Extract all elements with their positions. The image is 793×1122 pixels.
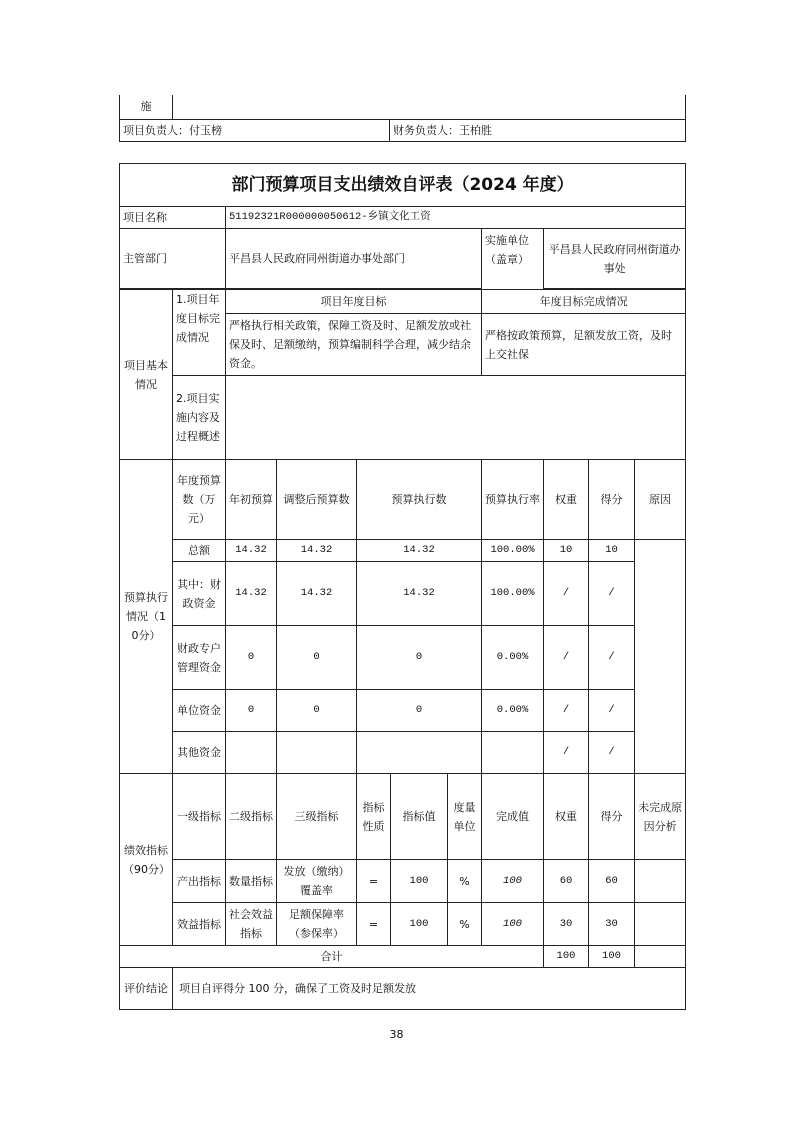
goal-header: 项目年度目标 <box>226 290 482 314</box>
project-name-label: 项目名称 <box>120 207 226 229</box>
total-label: 合计 <box>120 946 544 968</box>
budget-executed: 14.32 <box>357 562 482 626</box>
perf-l2: 数量指标 <box>226 860 277 903</box>
budget-executed <box>357 732 482 774</box>
budget-adjusted: 14.32 <box>277 540 357 562</box>
budget-score: / <box>589 690 635 732</box>
perf-header: 度量单位 <box>448 774 482 860</box>
perf-l3: 发放（缴纳）覆盖率 <box>277 860 357 903</box>
budget-weight: 10 <box>544 540 589 562</box>
perf-unit: % <box>448 860 482 903</box>
budget-executed: 0 <box>357 626 482 690</box>
dept-value: 平昌县人民政府同州街道办事处部门 <box>226 229 482 289</box>
budget-header: 预算执行率 <box>482 460 544 540</box>
goal-label: 1.项目年度目标完成情况 <box>173 290 226 376</box>
budget-weight: / <box>544 732 589 774</box>
previous-table-fragment <box>119 95 686 142</box>
project-lead: 项目负责人：付玉榜 <box>120 119 390 141</box>
perf-score: 30 <box>589 903 635 946</box>
budget-score: / <box>589 626 635 690</box>
perf-weight: 30 <box>544 903 589 946</box>
budget-initial <box>226 732 277 774</box>
total-score: 100 <box>589 946 635 968</box>
budget-header: 原因 <box>635 460 686 540</box>
impl-text <box>226 376 686 460</box>
self-evaluation-table <box>119 163 686 1010</box>
budget-initial: 14.32 <box>226 562 277 626</box>
budget-weight: / <box>544 562 589 626</box>
perf-reason <box>635 860 686 903</box>
perf-header: 一级指标 <box>173 774 226 860</box>
conclusion-text: 项目自评得分 100 分，确保了工资及时足额发放 <box>173 968 686 1010</box>
budget-header: 权重 <box>544 460 589 540</box>
budget-initial: 0 <box>226 690 277 732</box>
impl-unit-label: 实施单位（盖章） <box>482 229 544 290</box>
perf-l1: 效益指标 <box>173 903 226 946</box>
budget-adjusted: 0 <box>277 690 357 732</box>
perf-nature: = <box>357 903 391 946</box>
budget-adjusted: 0 <box>277 626 357 690</box>
form-title: 部门预算项目支出绩效自评表（2024 年度） <box>120 164 686 207</box>
budget-executed: 0 <box>357 690 482 732</box>
completion-header: 年度目标完成情况 <box>482 290 686 314</box>
perf-score: 60 <box>589 860 635 903</box>
perf-row <box>120 860 686 903</box>
impl-label: 2.项目实施内容及过程概述 <box>173 376 226 460</box>
perf-weight: 60 <box>544 860 589 903</box>
perf-header: 权重 <box>544 774 589 860</box>
perf-section-label: 绩效指标（90分） <box>120 774 173 946</box>
perf-l3: 足额保障率（参保率） <box>277 903 357 946</box>
budget-row <box>120 562 686 626</box>
budget-row-name: 其他资金 <box>173 732 226 774</box>
budget-row-name: 其中：财政资金 <box>173 562 226 626</box>
finance-lead: 财务负责人：王柏胜 <box>390 119 686 141</box>
budget-rate: 0.00% <box>482 626 544 690</box>
budget-row <box>120 690 686 732</box>
budget-rate: 100.00% <box>482 540 544 562</box>
perf-nature: = <box>357 860 391 903</box>
budget-row-name: 财政专户管理资金 <box>173 626 226 690</box>
perf-l2: 社会效益指标 <box>226 903 277 946</box>
budget-rate: 100.00% <box>482 562 544 626</box>
perf-actual: 100 <box>482 860 544 903</box>
fragment-empty-cell <box>173 95 686 119</box>
budget-row <box>120 732 686 774</box>
basic-info-label: 项目基本情况 <box>120 290 173 460</box>
budget-score: / <box>589 732 635 774</box>
budget-initial: 14.32 <box>226 540 277 562</box>
budget-initial: 0 <box>226 626 277 690</box>
budget-rate <box>482 732 544 774</box>
perf-actual: 100 <box>482 903 544 946</box>
perf-l1: 产出指标 <box>173 860 226 903</box>
project-name: 51192321R000000050612-乡镇文化工资 <box>226 207 686 229</box>
budget-header: 年度预算数（万元） <box>173 460 226 540</box>
budget-header: 年初预算 <box>226 460 277 540</box>
perf-header: 指标值 <box>391 774 448 860</box>
fragment-cell: 施 <box>120 95 173 119</box>
perf-header: 指标性质 <box>357 774 391 860</box>
perf-header: 得分 <box>589 774 635 860</box>
perf-reason <box>635 903 686 946</box>
budget-row-name: 总额 <box>173 540 226 562</box>
perf-header: 二级指标 <box>226 774 277 860</box>
total-empty <box>635 946 686 968</box>
budget-executed: 14.32 <box>357 540 482 562</box>
budget-row <box>120 626 686 690</box>
budget-header: 调整后预算数 <box>277 460 357 540</box>
budget-weight: / <box>544 626 589 690</box>
budget-score: / <box>589 562 635 626</box>
budget-row-name: 单位资金 <box>173 690 226 732</box>
conclusion-label: 评价结论 <box>120 968 173 1010</box>
budget-rate: 0.00% <box>482 690 544 732</box>
total-weight: 100 <box>544 946 589 968</box>
budget-header: 预算执行数 <box>357 460 482 540</box>
budget-weight: / <box>544 690 589 732</box>
page-number: 38 <box>389 1028 404 1041</box>
perf-header: 完成值 <box>482 774 544 860</box>
budget-adjusted <box>277 732 357 774</box>
dept-label: 主管部门 <box>120 229 226 289</box>
budget-reason <box>635 540 686 774</box>
budget-header: 得分 <box>589 460 635 540</box>
perf-target: 100 <box>391 860 448 903</box>
perf-header: 三级指标 <box>277 774 357 860</box>
perf-target: 100 <box>391 903 448 946</box>
budget-score: 10 <box>589 540 635 562</box>
completion-text: 严格按政策预算，足额发放工资，及时上交社保 <box>482 314 686 376</box>
budget-adjusted: 14.32 <box>277 562 357 626</box>
goal-text: 严格执行相关政策，保障工资及时、足额发放或社保及时、足额缴纳，预算编制科学合理，减少结余资金。 <box>226 314 482 376</box>
budget-row <box>120 540 686 562</box>
perf-row <box>120 903 686 946</box>
perf-unit: % <box>448 903 482 946</box>
budget-section-label: 预算执行情况（10分） <box>120 460 173 774</box>
perf-header: 未完成原因分析 <box>635 774 686 860</box>
impl-unit-value: 平昌县人民政府同州街道办事处 <box>544 229 686 289</box>
